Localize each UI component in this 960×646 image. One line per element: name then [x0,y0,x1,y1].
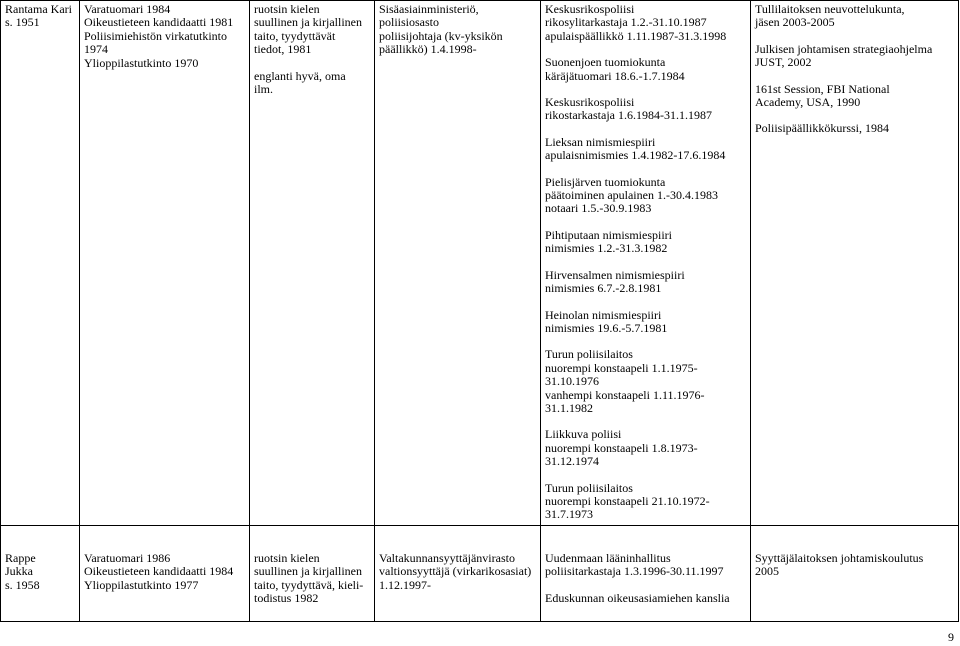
career-line: päätoiminen apulainen 1.-30.4.1983 [545,188,718,203]
education-line: Ylioppilastutkinto 1970 [84,55,199,70]
career-line: nuorempi konstaapeli 1.8.1973- [545,440,698,455]
career-line: 31.1.1982 [545,400,593,415]
language-line: ruotsin kielen [254,551,320,565]
career-line: Liikkuva poliisi [545,427,622,442]
education-line: Varatuomari 1984 [84,2,171,16]
career-cell [541,526,751,622]
education-line: 1974 [84,42,108,57]
career-line: nuorempi konstaapeli 1.1.1975- [545,360,698,375]
other-line: JUST, 2002 [755,55,812,70]
education-cell [80,526,250,622]
current-position-cell [375,526,541,622]
education-line: Ylioppilastutkinto 1977 [84,577,199,592]
career-line: nuorempi konstaapeli 21.10.1972- [545,493,710,508]
person-name: Jukka [5,564,33,579]
position-line: poliisiosasto [379,15,440,30]
page-number: 9 [948,630,954,644]
career-line: Pielisjärven tuomiokunta [545,174,666,189]
position-line: päällikkö) 1.4.1998- [379,42,477,57]
language-line: ilm. [254,82,274,97]
other-line: Julkisen johtamisen strategiaohjelma [755,41,933,56]
career-line: Lieksan nimismiespiiri [545,134,656,149]
education-cell [80,1,250,526]
name-cell [1,526,80,622]
language-line: tiedot, 1981 [254,42,312,57]
birth-year: s. 1958 [5,577,40,592]
career-line: Hirvensalmen nimismiespiiri [545,267,685,282]
name-cell [1,1,80,526]
birth-year: s. 1951 [5,15,40,30]
career-line: Turun poliisilaitos [545,347,633,362]
other-line: Syyttäjälaitoksen johtamiskoulutus [755,551,924,565]
languages-cell [250,526,375,622]
table-row [1,1,959,526]
position-line: Sisäasiainministeriö, [379,2,479,16]
career-line: vanhempi konstaapeli 1.11.1976- [545,387,705,402]
career-line: Eduskunnan oikeusasiamiehen kanslia [545,590,730,605]
career-line: Pihtiputaan nimismiespiiri [545,227,672,242]
current-position-cell [375,1,541,526]
other-cell [751,1,959,526]
language-line: taito, tyydyttävät [254,28,336,43]
career-line: Keskusrikospoliisi [545,95,635,110]
languages-cell [250,1,375,526]
career-line: 31.12.1974 [545,454,599,469]
table-row [1,526,959,622]
career-line: Uudenmaan lääninhallitus [545,551,671,565]
education-line: Varatuomari 1986 [84,551,171,565]
language-line: englanti hyvä, oma [254,68,346,83]
career-cell [541,1,751,526]
career-line: 31.7.1973 [545,507,593,522]
career-line: nimismies 6.7.-2.8.1981 [545,281,662,296]
career-line: apulaispäällikkö 1.11.1987-31.3.1998 [545,28,727,43]
education-line: Poliisimiehistön virkatutkinto [84,28,228,43]
career-line: Heinolan nimismiespiiri [545,307,662,322]
language-line: ruotsin kielen [254,2,320,16]
career-line: Turun poliisilaitos [545,480,633,495]
other-line: 161st Session, FBI National [755,81,890,96]
language-line: suullinen ja kirjallinen [254,15,362,30]
other-line: Tullilaitoksen neuvottelukunta, [755,2,905,16]
career-line: rikosylitarkastaja 1.2.-31.10.1987 [545,15,707,30]
position-line: valtionsyyttäjä (virkarikosasiat) [379,564,532,579]
career-line: rikostarkastaja 1.6.1984-31.1.1987 [545,108,712,123]
career-line: 31.10.1976 [545,374,599,389]
position-line: 1.12.1997- [379,577,431,592]
other-line: 2005 [755,564,779,579]
career-line: poliisitarkastaja 1.3.1996-30.11.1997 [545,564,724,579]
career-line: apulaisnimismies 1.4.1982-17.6.1984 [545,148,726,163]
career-line: nimismies 19.6.-5.7.1981 [545,320,668,335]
person-name: Rappe [5,551,36,565]
career-line: Keskusrikospoliisi [545,2,635,16]
career-line: nimismies 1.2.-31.3.1982 [545,241,668,256]
person-name: Rantama Kari [5,2,72,16]
language-line: taito, tyydyttävä, kieli- [254,577,364,592]
language-line: todistus 1982 [254,591,319,606]
other-line: Academy, USA, 1990 [755,95,861,110]
career-line: notaari 1.5.-30.9.1983 [545,201,652,216]
career-line: Suonenjoen tuomiokunta [545,55,666,70]
other-line: Poliisipäällikkökurssi, 1984 [755,121,890,136]
position-line: poliisijohtaja (kv-yksikön [379,28,503,43]
career-line: käräjätuomari 18.6.-1.7.1984 [545,68,685,83]
education-line: Oikeustieteen kandidaatti 1984 [84,564,234,579]
other-line: jäsen 2003-2005 [755,15,835,30]
other-cell [751,526,959,622]
position-line: Valtakunnansyyttäjänvirasto [379,551,515,565]
education-line: Oikeustieteen kandidaatti 1981 [84,15,234,30]
language-line: suullinen ja kirjallinen [254,564,362,579]
